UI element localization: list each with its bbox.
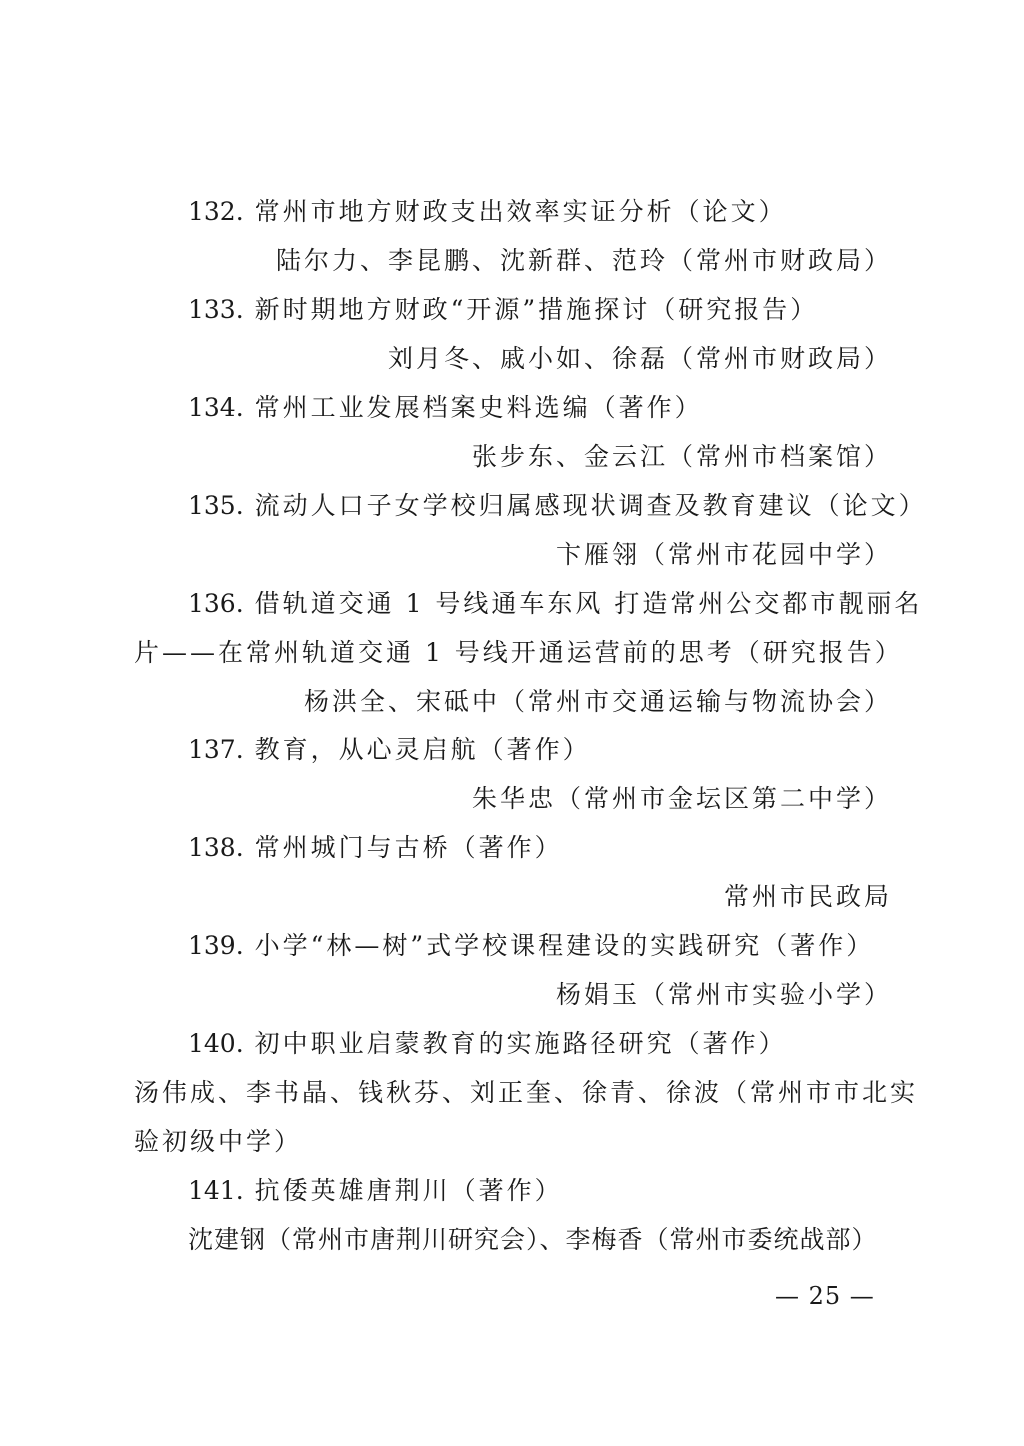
entry-number: 135. — [188, 491, 244, 520]
entry-title-continued: 片——在常州轨道交通 1 号线开通运营前的思考（研究报告） — [134, 638, 903, 667]
entry-title — [188, 489, 927, 523]
entry-authors-continued: 验初级中学） — [134, 1127, 303, 1156]
entry-authors: 常州市民政局 — [723, 882, 892, 911]
entry-title — [188, 293, 818, 327]
entry-title-text: 教育，从心灵启航（著作） — [254, 735, 591, 764]
entry-authors: 刘月冬、戚小如、徐磊（常州市财政局） — [387, 344, 892, 373]
entry-title — [188, 1027, 787, 1061]
entry-authors: 陆尔力、李昆鹏、沈新群、范玲（常州市财政局） — [275, 246, 892, 275]
entry-number: 137. — [188, 735, 244, 764]
entry-title-text: 抗倭英雄唐荆川（著作） — [254, 1176, 563, 1205]
entry-title-text: 初中职业启蒙教育的实施路径研究（著作） — [254, 1029, 787, 1058]
entry-number: 141. — [188, 1176, 244, 1205]
entry-title-text: 借轨道交通 1 号线通车东风 打造常州公交都市靓丽名 — [254, 589, 923, 618]
entry-authors: 卞雁翎（常州市花园中学） — [555, 540, 892, 569]
entry-title-text: 新时期地方财政“开源”措施探讨（研究报告） — [254, 295, 819, 324]
entry-title — [188, 391, 703, 425]
entry-title-text: 流动人口子女学校归属感现状调查及教育建议（论文） — [254, 491, 927, 520]
entry-number: 134. — [188, 393, 244, 422]
entry-number: 132. — [188, 197, 244, 226]
entry-number: 136. — [188, 589, 244, 618]
entry-title-text: 常州工业发展档案史料选编（著作） — [254, 393, 703, 422]
entry-title-text: 常州市地方财政支出效率实证分析（论文） — [254, 197, 787, 226]
entry-title — [188, 195, 787, 229]
entry-authors: 朱华忠（常州市金坛区第二中学） — [471, 784, 892, 813]
entry-authors: 杨洪全、宋砥中（常州市交通运输与物流协会） — [303, 687, 892, 716]
entry-title-text: 小学“林—树”式学校课程建设的实践研究（著作） — [254, 931, 875, 960]
entry-title — [188, 831, 563, 865]
entry-number: 133. — [188, 295, 244, 324]
entry-number: 139. — [188, 931, 244, 960]
entry-number: 138. — [188, 833, 244, 862]
entry-title — [188, 929, 874, 963]
entry-authors: 沈建钢（常州市唐荆川研究会）、李梅香（常州市委统战部） — [188, 1225, 878, 1254]
entry-title — [188, 733, 591, 767]
entry-authors: 张步东、金云江（常州市档案馆） — [471, 442, 892, 471]
entry-authors: 杨娟玉（常州市实验小学） — [555, 980, 892, 1009]
entry-title — [188, 587, 922, 621]
entry-authors: 汤伟成、李书晶、钱秋芬、刘正奎、徐青、徐波（常州市市北实 — [134, 1078, 919, 1107]
entry-title — [188, 1174, 563, 1208]
entry-title-text: 常州城门与古桥（著作） — [254, 833, 563, 862]
page-number: — 25 — — [775, 1282, 875, 1310]
entry-number: 140. — [188, 1029, 244, 1058]
